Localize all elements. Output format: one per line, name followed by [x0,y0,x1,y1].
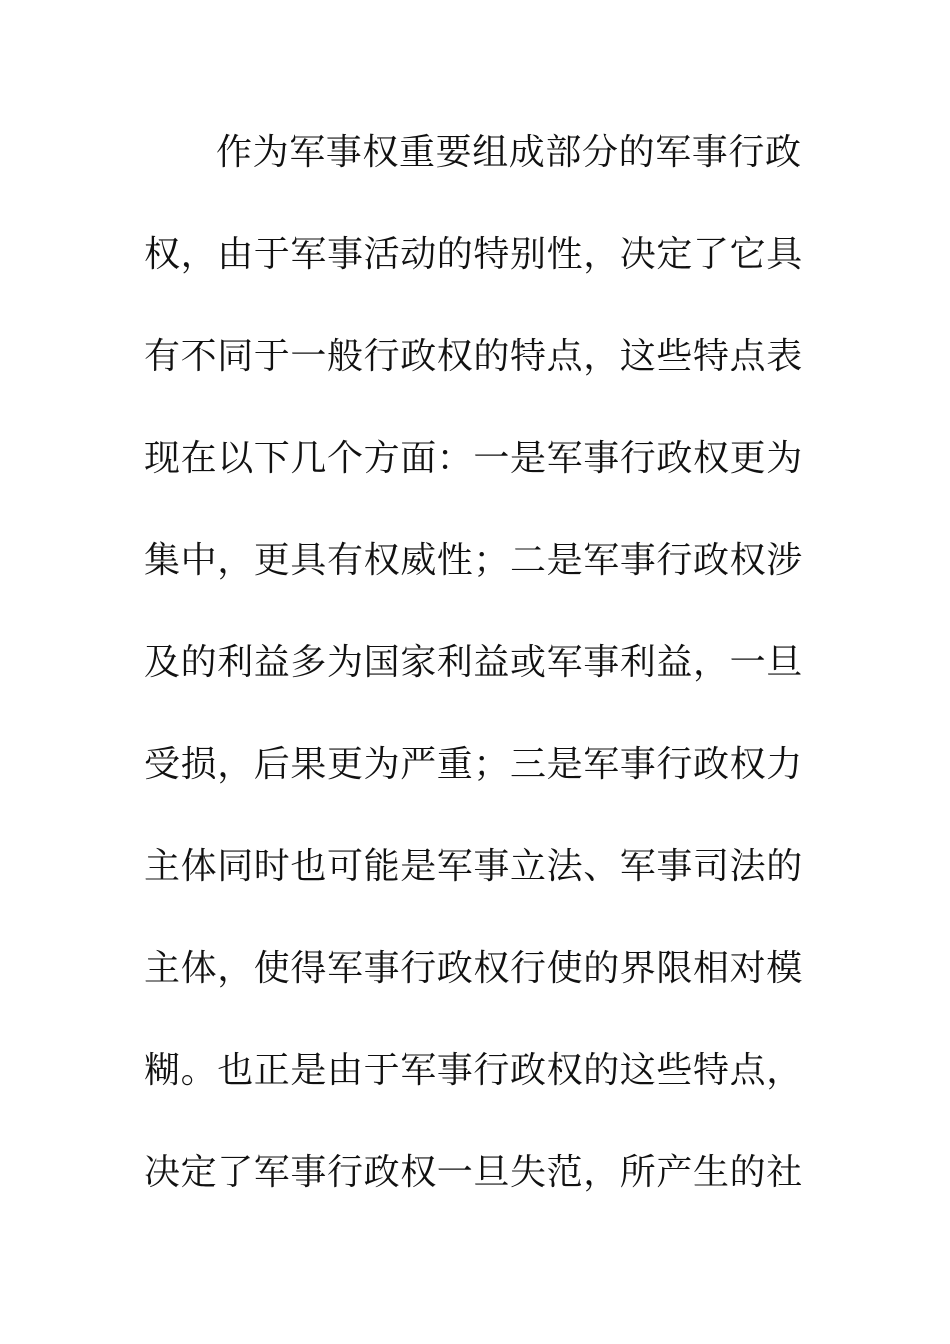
text-line: 有不同于一般行政权的特点，这些特点表 [144,336,803,377]
text-line: 现在以下几个方面：一是军事行政权更为 [144,438,803,479]
text-line: 及的利益多为国家利益或军事利益，一旦 [144,642,803,683]
text-line: 糊。也正是由于军事行政权的这些特点， [144,1050,803,1091]
paragraph [144,123,803,1245]
text-line: 集中，更具有权威性；二是军事行政权涉 [144,540,803,581]
text-line: 受损，后果更为严重；三是军事行政权力 [144,744,803,785]
text-line: 作为军事权重要组成部分的军事行政 [216,132,802,173]
text-line: 权，由于军事活动的特别性，决定了它具 [144,234,803,275]
text-line: 主体同时也可能是军事立法、军事司法的 [144,846,803,887]
text-line: 主体，使得军事行政权行使的界限相对模 [144,948,803,989]
text-line: 决定了军事行政权一旦失范，所产生的社 [144,1152,803,1193]
